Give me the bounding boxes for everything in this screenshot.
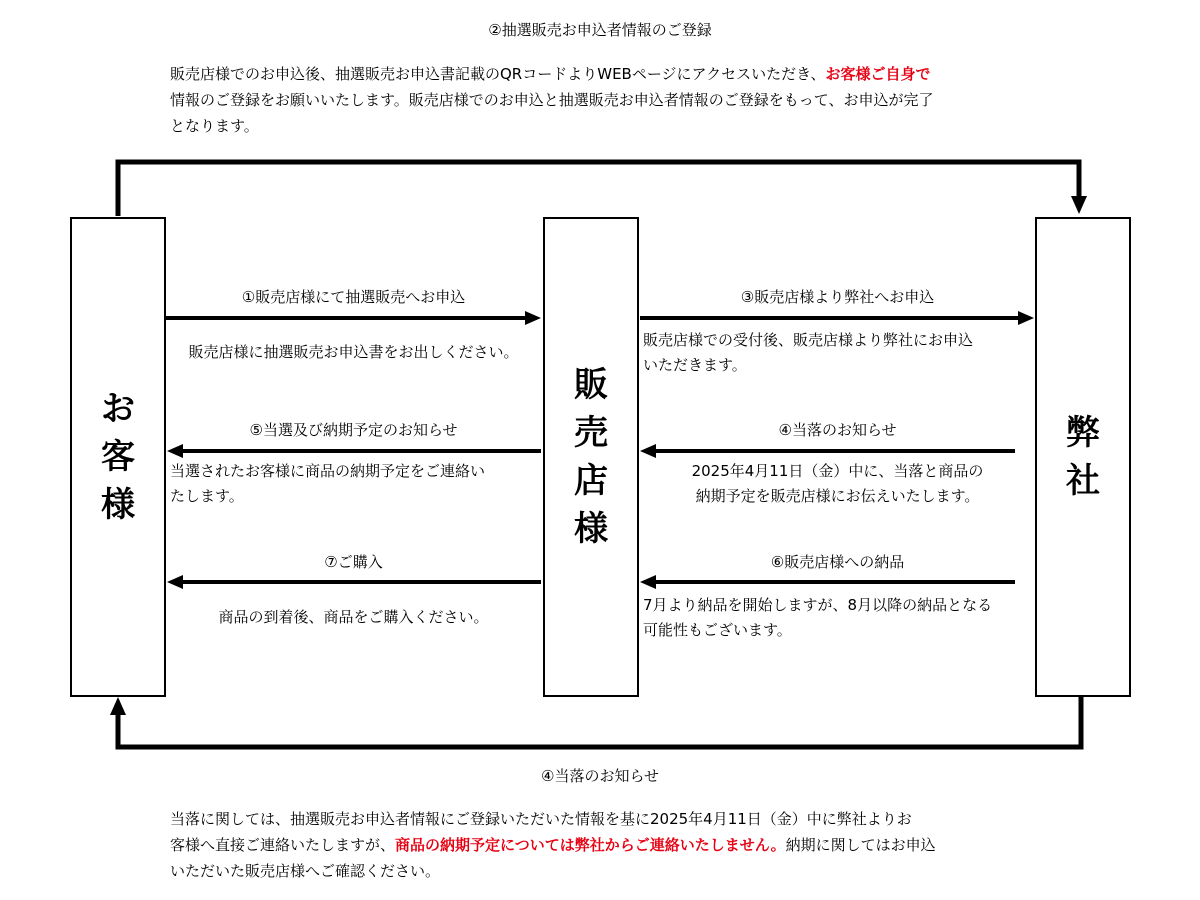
arrow-4-description-line1: 2025年4月11日（金）中に、当落と商品の xyxy=(691,462,984,480)
arrow-1-head xyxy=(525,311,541,325)
bottom-paragraph-line1: 当落に関しては、抽選販売お申込者情報にご登録いただいた情報を基に2025年4月11日（金）中に弊社よりお xyxy=(170,810,912,828)
bottom-connector-arrowhead xyxy=(110,697,126,715)
retailer-char-3: 店 xyxy=(574,461,608,501)
company-char-1: 弊 xyxy=(1066,413,1100,453)
arrow-4-head xyxy=(640,444,656,458)
customer-char-3: 様 xyxy=(101,485,135,525)
arrow-4-description-line2: 納期予定を販売店様にお伝えいたします。 xyxy=(695,487,980,505)
bottom-connector-line xyxy=(118,697,1081,747)
arrow-6-description-line1: 7月より納品を開始しますが、8月以降の納品となる xyxy=(643,596,993,614)
arrow-1-label: ①販売店様にて抽選販売へお申込 xyxy=(241,288,466,306)
arrow-5-head xyxy=(167,444,183,458)
top-paragraph-line1-text: 販売店様でのお申込後、抽選販売お申込書記載のQRコードよりWEBページにアクセスいただき、 xyxy=(170,65,826,83)
customer-box xyxy=(70,217,166,697)
arrow-5-description-line1: 当選されたお客様に商品の納期予定をご連絡い xyxy=(170,462,486,480)
arrow-6-label: ⑥販売店様への納品 xyxy=(770,553,905,571)
bottom-paragraph-line2-text-b: 納期に関してはお申込 xyxy=(785,836,936,854)
top-paragraph-emphasis: お客様ご自身で xyxy=(825,65,931,83)
top-connector-arrowhead xyxy=(1071,196,1087,214)
top-connector-line xyxy=(118,162,1079,216)
bottom-paragraph-line3: いただいた販売店様へご確認ください。 xyxy=(170,862,441,880)
arrow-4-label: ④当落のお知らせ xyxy=(778,421,897,439)
bottom-paragraph-emphasis: 商品の納期予定については弊社からご連絡いたしません。 xyxy=(395,836,786,854)
customer-char-2: 客 xyxy=(101,437,135,477)
arrow-3-description-line2: いただきます。 xyxy=(643,356,747,374)
company-char-2: 社 xyxy=(1066,461,1100,501)
arrow-7-head xyxy=(167,575,183,589)
company-box xyxy=(1035,217,1131,697)
retailer-box xyxy=(543,217,639,697)
arrow-1-description: 販売店様に抽選販売お申込書をお出しください。 xyxy=(188,343,519,361)
arrow-5-description-line2: たします。 xyxy=(170,487,244,505)
top-paragraph-line2: 情報のご登録をお願いいたします。販売店様でのお申込と抽選販売お申込者情報のご登録をもって、お申込が完了 xyxy=(170,91,934,109)
arrow-3-head xyxy=(1018,311,1034,325)
arrow-6-description-line2: 可能性もございます。 xyxy=(643,621,792,639)
arrow-5-label: ⑤当選及び納期予定のお知らせ xyxy=(249,421,458,439)
arrow-7-label: ⑦ご購入 xyxy=(324,553,383,571)
arrow-6-head xyxy=(640,575,656,589)
bottom-heading: ④当落のお知らせ xyxy=(541,767,659,785)
retailer-char-4: 様 xyxy=(574,509,608,549)
customer-char-1: お xyxy=(101,389,135,429)
bottom-paragraph-line2-text-a: 客様へ直接ご連絡いたしますが、 xyxy=(170,836,396,854)
retailer-char-2: 売 xyxy=(574,413,608,453)
bottom-paragraph-line2 xyxy=(170,833,936,857)
retailer-char-1: 販 xyxy=(574,365,608,405)
top-paragraph-line3: となります。 xyxy=(170,117,259,135)
top-heading: ②抽選販売お申込者情報のご登録 xyxy=(488,21,712,39)
arrow-3-label: ③販売店様より弊社へお申込 xyxy=(740,288,935,306)
arrow-7-description: 商品の到着後、商品をご購入ください。 xyxy=(218,608,489,626)
arrow-3-description-line1: 販売店様での受付後、販売店様より弊社にお申込 xyxy=(643,331,974,349)
